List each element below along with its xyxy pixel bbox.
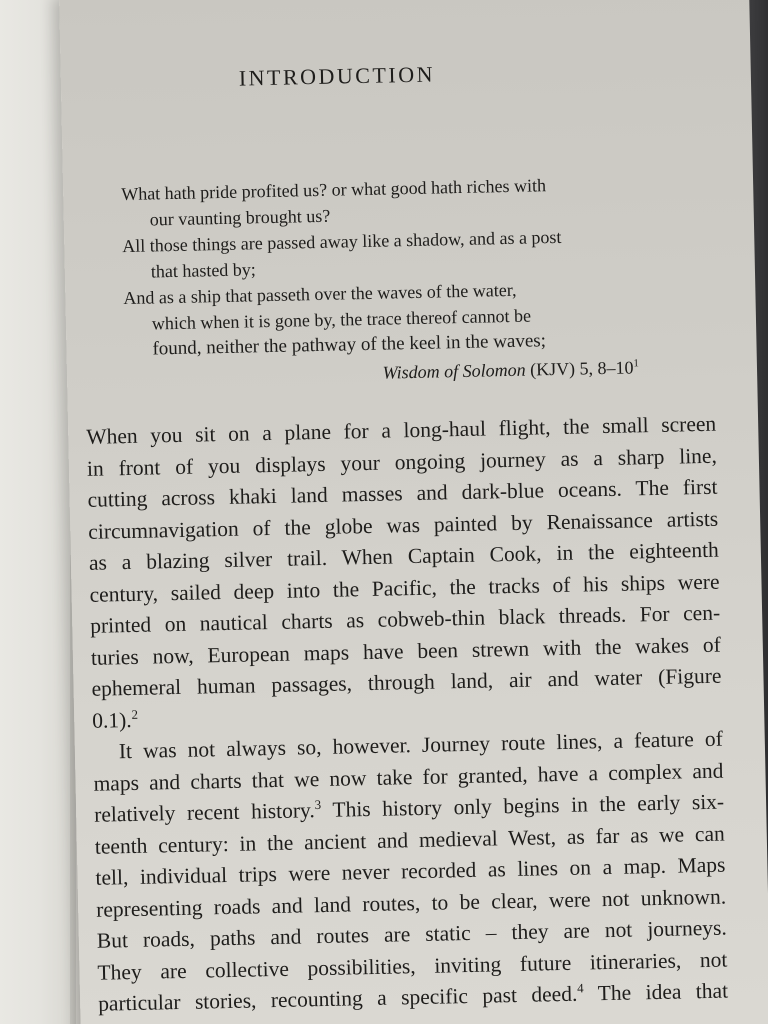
body-line: teenth century: in the ancient and medieval West, as far as we can <box>94 821 725 859</box>
body-line: as a blazing silver trail. When Captain Cook, in the eighteenth <box>88 537 720 575</box>
body-line: representing roads and land routes, to be clear, were not unknown. <box>95 884 727 922</box>
body-line: century, sailed deep into the Pacific, the tracks of his ships were <box>89 569 720 607</box>
body-text <box>86 409 728 1021</box>
body-line: It was not always so, however. Journey route lines, a feature of <box>118 726 724 764</box>
body-line: tell, individual trips were never recorded as lines on a map. Maps <box>95 852 726 890</box>
footnote-marker: 1 <box>633 357 639 370</box>
epigraph-line: All those things are passed away like a shadow, and as a post <box>122 226 562 257</box>
body-line: ephemeral human passages, through land, air and water (Figure <box>91 663 722 701</box>
footnote-marker: 4 <box>577 981 584 996</box>
body-line: They are collective possibilities, inviting future itineraries, not <box>97 947 728 985</box>
body-line-text: particular stories, recounting a specific past deed. <box>97 981 578 1016</box>
footnote-marker: 3 <box>314 797 322 813</box>
body-line: But roads, paths and routes are static – they are not journeys. <box>96 915 727 953</box>
body-line-text: relatively recent history. <box>93 798 316 827</box>
body-line: cutting across khaki land masses and dark-blue oceans. The first <box>87 474 718 512</box>
epigraph-line: What hath pride profited us? or what good hath riches with <box>121 175 547 205</box>
body-line: in front of you displays your ongoing journey as a sharp line, <box>86 443 718 481</box>
epigraph <box>121 170 645 391</box>
body-line-text: This history only begins in the early six- <box>320 789 725 823</box>
body-line: turies now, European maps have been strewn with the wakes of <box>90 632 722 670</box>
chapter-title: INTRODUCTION <box>238 61 436 91</box>
epigraph-line: our vaunting brought us? <box>149 205 331 230</box>
attribution-reference: (KJV) 5, 8–10 <box>525 357 634 380</box>
body-line-text: The idea that <box>583 978 729 1006</box>
body-line: When you sit on a plane for a long-haul flight, the small screen <box>86 411 717 449</box>
body-line: circumnavigation of the globe was painted by Renaissance artists <box>88 506 719 544</box>
book-page <box>59 0 768 1024</box>
body-line-text: 0.1). <box>91 707 132 733</box>
body-line: maps and charts that we now take for granted, have a complex and <box>93 758 724 796</box>
epigraph-line: And as a ship that passeth over the waves of the water, <box>123 279 517 309</box>
footnote-marker: 2 <box>131 707 139 722</box>
attribution-work: Wisdom of Solomon <box>382 359 526 383</box>
body-line: printed on nautical charts as cobweb-thin black threads. For cen- <box>89 600 721 638</box>
epigraph-line: found, neither the pathway of the keel in the waves; <box>152 330 547 360</box>
epigraph-line: which when it is gone by, the trace thereof cannot be <box>151 305 532 334</box>
epigraph-line: that hasted by; <box>150 259 257 282</box>
